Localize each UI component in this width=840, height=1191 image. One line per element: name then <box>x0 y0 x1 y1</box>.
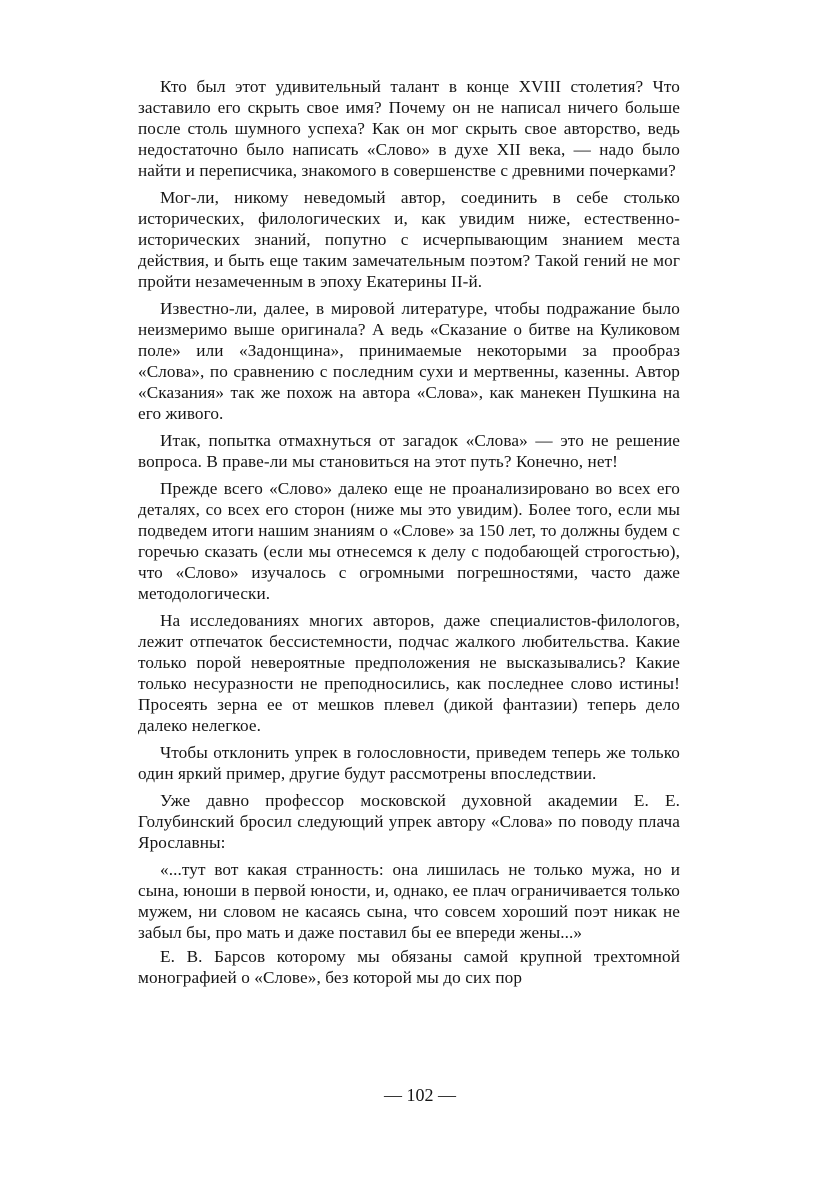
paragraph-analysis: Прежде всего «Слово» далеко еще не проанализировано во всех его деталях, со всех его сторон (ниже мы это увидим). Более того, если мы подведем итоги нашим знаниям о «Слове» за 150 лет, то должны будем с горечью сказать (если мы отнесемся к делу с подобающей строгостью), что «Слово» изучалось с огромными погрешностями, часто даже методологически. <box>138 479 680 603</box>
paragraph-golubinsky: Уже давно профессор московской духовной академии Е. Е. Голубинский бросил следующий упрек автору «Слова» по поводу плача Ярославны: <box>138 791 680 852</box>
paragraph-quote: «...тут вот какая странность: она лишилась не только мужа, но и сына, юноши в первой юности, и, однако, ее плач ограничивается только мужем, ни словом не касаясь сына, что совсем хороший поэт никак не забыл бы, про мать и даже поставил бы ее впереди жены...» <box>138 860 680 942</box>
paragraph-research: На исследованиях многих авторов, даже специалистов-филологов, лежит отпечаток бессистемности, подчас жалкого любительства. Какие только порой невероятные предположения не высказывались? Какие только несуразности не преподносились, как последнее слово истины! Просеять зерна ее от мешков плевел (дикой фантазии) теперь дело далеко нелегкое. <box>138 611 680 735</box>
paragraph-example: Чтобы отклонить упрек в голословности, приведем теперь же только один яркий пример, другие будут рассмотрены впоследствии. <box>138 743 680 783</box>
paragraph-barsov: Е. В. Барсов которому мы обязаны самой крупной трехтомной монографией о «Слове», без которой мы до сих пор <box>138 947 680 987</box>
paragraph-talent-question: Кто был этот удивительный талант в конце XVIII столетия? Что заставило его скрыть свое имя? Почему он не написал ничего больше после столь шумного успеха? Как он мог скрыть свое авторство, ведь недостаточно было написать «Слово» в духе XII века, — надо было найти и переписчика, знакомого в совершенстве с древними почерками? <box>138 77 680 180</box>
paragraph-unknown-author: Мог-ли, никому неведомый автор, соединить в себе столько исторических, филологических и, как увидим ниже, естественно-исторических знаний, попутно с исчерпывающим знанием места действия, и быть еще таким замечательным поэтом? Такой гений не мог пройти незамеченным в эпоху Екатерины II-й. <box>138 188 680 291</box>
page-body <box>138 76 680 994</box>
page-number: — 102 — <box>384 1085 456 1105</box>
paragraph-imitation: Известно-ли, далее, в мировой литературе, чтобы подражание было неизмеримо выше оригинала? А ведь «Сказание о битве на Куликовом поле» или «Задонщина», принимаемые некоторыми за прообраз «Слова», по сравнению с последним сухи и мертвенны, казенны. Автор «Сказания» так же похож на автора «Слова», как манекен Пушкина на его живого. <box>138 299 680 423</box>
paragraph-riddles: Итак, попытка отмахнуться от загадок «Слова» — это не решение вопроса. В праве-ли мы становиться на этот путь? Конечно, нет! <box>138 431 680 471</box>
